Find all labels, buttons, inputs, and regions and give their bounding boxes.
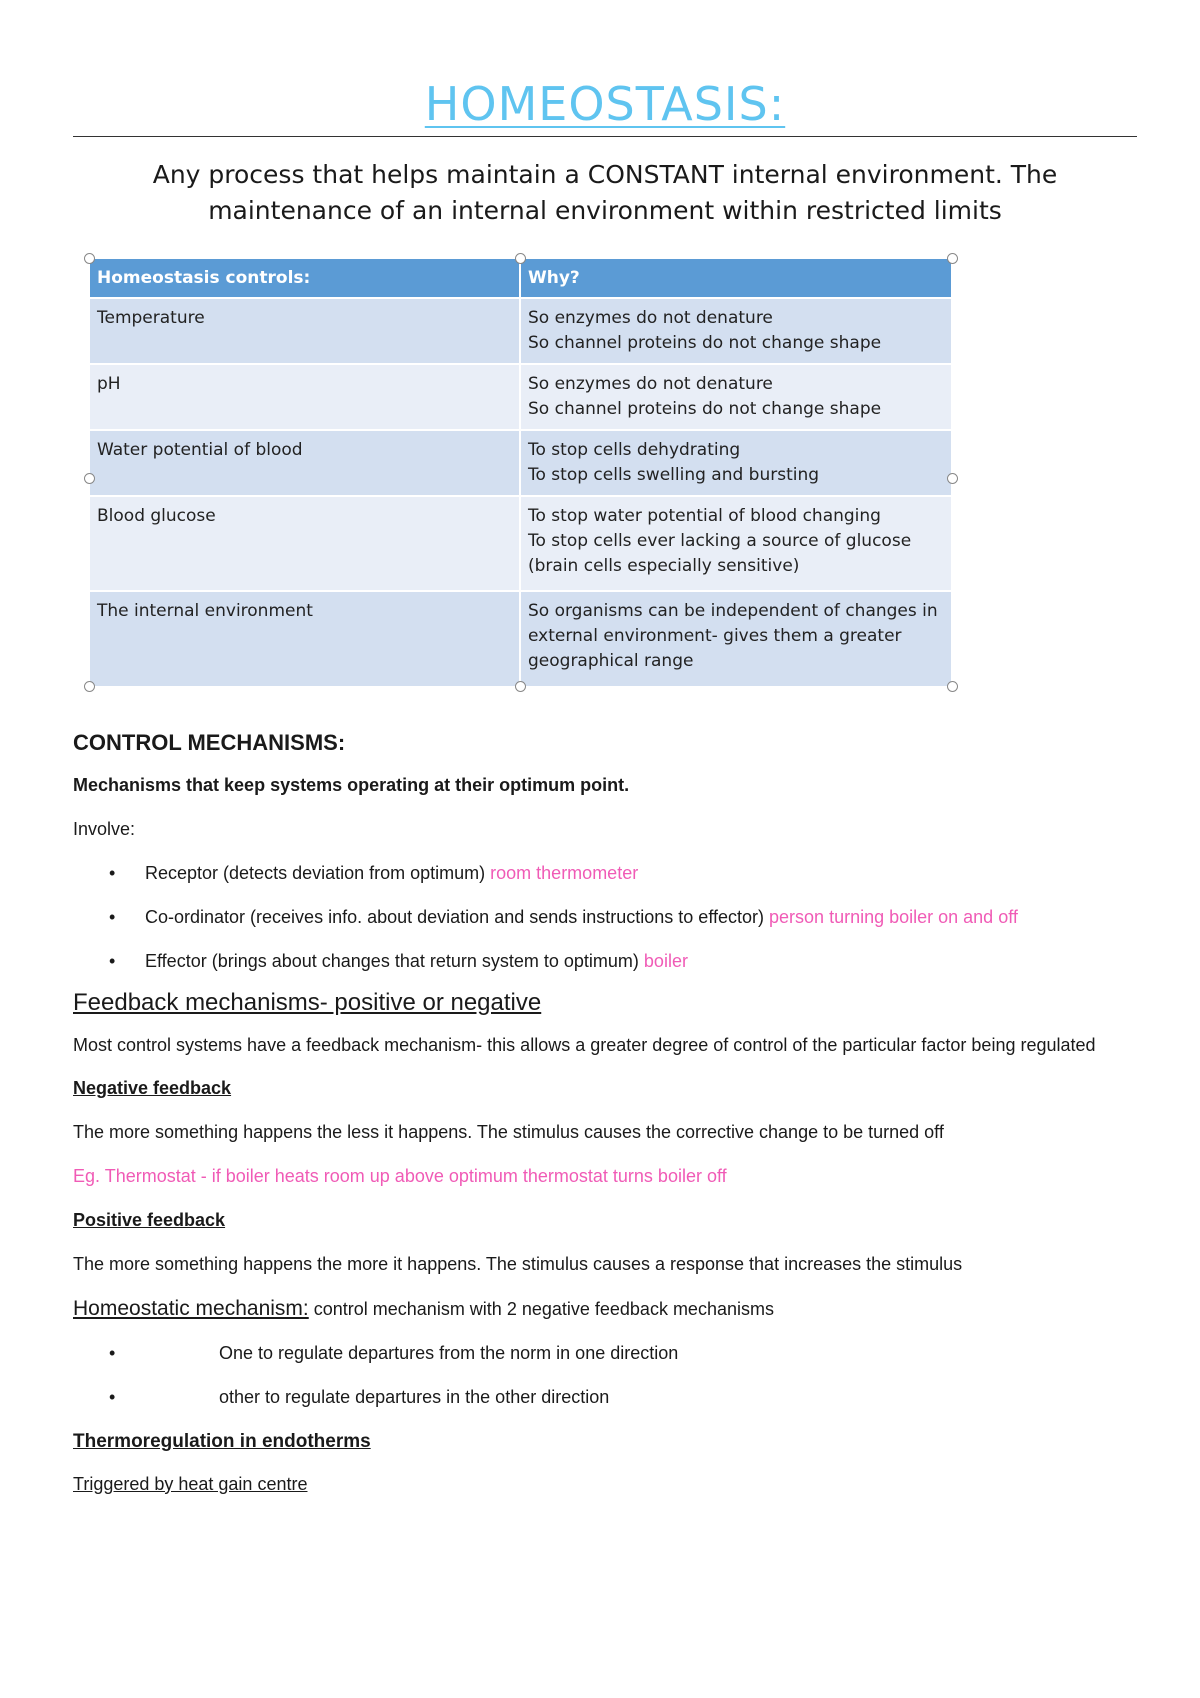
table-cell-control: Temperature: [90, 298, 520, 364]
table-cell-why: [520, 496, 952, 591]
control-definition: Mechanisms that keep systems operating at their optimum point.: [73, 775, 630, 795]
bullet-glyph: •: [109, 951, 116, 971]
why-line: geographical range: [528, 651, 694, 671]
table-cell-control: Water potential of blood: [90, 430, 520, 496]
why-line: To stop water potential of blood changing: [528, 506, 881, 526]
resize-handle-bottom-left[interactable]: [84, 681, 95, 692]
bullet-glyph: •: [109, 863, 116, 883]
table-cell-control: The internal environment: [90, 591, 520, 686]
why-line: (brain cells especially sensitive): [528, 556, 800, 576]
list-item-text: Effector (brings about changes that return system to optimum): [145, 951, 639, 971]
homeostatic-mechanism-line: [73, 1294, 1137, 1324]
table-cell-why: [520, 591, 952, 686]
list-item-text: other to regulate departures in the other direction: [219, 1387, 610, 1407]
list-item-text: One to regulate departures from the norm in one direction: [219, 1343, 679, 1363]
list-item-text: Co-ordinator (receives info. about deviation and sends instructions to effector): [145, 907, 765, 927]
why-line: So organisms can be independent of changes in: [528, 601, 938, 621]
bullet-glyph: •: [109, 1387, 116, 1407]
table-row: [90, 364, 952, 430]
control-components-list: [73, 859, 1137, 976]
negative-feedback-heading: Negative feedback: [73, 1078, 232, 1098]
title-rule: [73, 136, 1137, 137]
resize-handle-bottom-right[interactable]: [947, 681, 958, 692]
table-row: [90, 591, 952, 686]
positive-feedback-heading: Positive feedback: [73, 1210, 226, 1230]
thermoregulation-heading: Thermoregulation in endotherms: [73, 1431, 371, 1452]
list-item-example: boiler: [643, 951, 688, 971]
why-line: So enzymes do not denature: [528, 374, 773, 394]
why-line: external environment- gives them a greater: [528, 626, 902, 646]
table-header-row: [90, 259, 952, 298]
homeostatic-mechanism-label: Homeostatic mechanism:: [73, 1297, 309, 1320]
why-line: So channel proteins do not change shape: [528, 333, 882, 353]
resize-handle-middle-left[interactable]: [84, 473, 95, 484]
list-item: [73, 903, 1137, 932]
page-title: HOMEOSTASIS:: [424, 77, 786, 131]
why-line: To stop cells ever lacking a source of glucose: [528, 531, 912, 551]
bullet-glyph: •: [109, 907, 116, 927]
list-item: [73, 1339, 1137, 1368]
resize-handle-middle-right[interactable]: [947, 473, 958, 484]
table-cell-why: [520, 430, 952, 496]
resize-handle-top-right[interactable]: [947, 253, 958, 264]
document-page: [73, 0, 1137, 1499]
why-line: So enzymes do not denature: [528, 308, 773, 328]
homeostatic-mechanism-text: control mechanism with 2 negative feedback mechanisms: [308, 1299, 774, 1319]
thermoregulation-subheading: Triggered by heat gain centre: [73, 1474, 308, 1494]
list-item-text: Receptor (detects deviation from optimum): [145, 863, 486, 883]
resize-handle-top-left[interactable]: [84, 253, 95, 264]
homeostasis-table: [90, 259, 953, 686]
why-line: So channel proteins do not change shape: [528, 399, 882, 419]
list-item: [73, 947, 1137, 976]
resize-handle-bottom-middle[interactable]: [515, 681, 526, 692]
list-item-example: person turning boiler on and off: [769, 907, 1018, 927]
why-line: To stop cells dehydrating: [528, 440, 741, 460]
negative-feedback-text: The more something happens the less it happens. The stimulus causes the corrective change to be turned off: [73, 1122, 944, 1142]
table-header-why: Why?: [520, 259, 952, 298]
negative-feedback-example: Eg. Thermostat - if boiler heats room up above optimum thermostat turns boiler off: [73, 1166, 727, 1186]
homeostasis-table-object[interactable]: [90, 259, 952, 686]
resize-handle-top-middle[interactable]: [515, 253, 526, 264]
control-mechanisms-heading: CONTROL MECHANISMS:: [73, 730, 346, 755]
definition-subtitle: Any process that helps maintain a CONSTANT internal environment. The maintenance of an internal environment within restricted limits: [152, 160, 1058, 225]
table-row: [90, 298, 952, 364]
positive-feedback-text: The more something happens the more it happens. The stimulus causes a response that increases the stimulus: [73, 1254, 963, 1274]
feedback-intro: Most control systems have a feedback mechanism- this allows a greater degree of control of the particular factor being regulated: [73, 1035, 1096, 1055]
feedback-heading: Feedback mechanisms- positive or negative: [73, 989, 542, 1016]
why-line: To stop cells swelling and bursting: [528, 465, 820, 485]
table-cell-control: Blood glucose: [90, 496, 520, 591]
table-header-controls: Homeostasis controls:: [90, 259, 520, 298]
table-cell-why: [520, 364, 952, 430]
list-item: [73, 859, 1137, 888]
table-cell-control: pH: [90, 364, 520, 430]
table-row: [90, 496, 952, 591]
involve-label: Involve:: [73, 819, 136, 839]
list-item: [73, 1383, 1137, 1412]
homeostatic-list: [73, 1339, 1137, 1412]
bullet-glyph: •: [109, 1343, 116, 1363]
list-item-example: room thermometer: [490, 863, 639, 883]
table-cell-why: [520, 298, 952, 364]
table-row: [90, 430, 952, 496]
